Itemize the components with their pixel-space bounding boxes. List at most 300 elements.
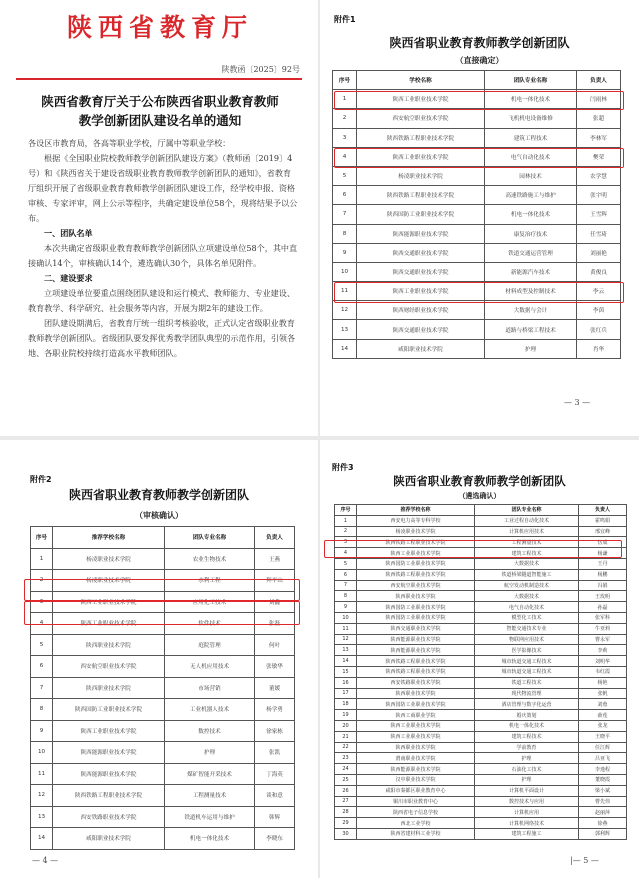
team-leader: 曹永军 (579, 634, 627, 645)
team-major: 应用化工技术 (165, 591, 255, 613)
table-row (333, 262, 621, 281)
team-major: 机电一体化技术 (165, 828, 255, 850)
page-number: — 3 — (564, 398, 591, 407)
team-leader: 张超 (577, 109, 621, 128)
school-name: 西安电力高等专科学校 (357, 515, 475, 526)
school-name: 陕西工商职业学院 (357, 710, 475, 721)
table-row (31, 763, 295, 785)
team-major: 电气自动化技术 (485, 147, 577, 166)
table-row (335, 796, 627, 807)
team-major: 铁道交通运营管理 (485, 243, 577, 262)
row-number: 29 (335, 818, 357, 829)
row-number: 11 (31, 763, 53, 785)
team-major: 道路与桥梁工程技术 (485, 320, 577, 339)
school-name: 陕西工业职业技术学院 (53, 591, 165, 613)
team-leader: 牛亚莉 (579, 623, 627, 634)
row-number: 14 (335, 656, 357, 667)
team-major: 机电一体化技术 (485, 205, 577, 224)
column-header: 推荐学校名称 (357, 505, 475, 516)
column-header: 负责人 (577, 71, 621, 90)
team-leader: 霍鸣娟 (579, 515, 627, 526)
team-leader: 刘鑫 (255, 591, 295, 613)
team-leader: 任江辉 (579, 742, 627, 753)
school-name: 西北工业学校 (357, 818, 475, 829)
table-row (333, 205, 621, 224)
table-row (31, 742, 295, 764)
team-leader: 樊荣 (577, 147, 621, 166)
team-major: 智能交通技术专业 (475, 623, 579, 634)
team-major: 市场营销 (165, 677, 255, 699)
school-name: 陕西工业职业技术学院 (357, 548, 475, 559)
row-number: 9 (333, 243, 357, 262)
team-leader: 张帆 (579, 688, 627, 699)
team-leader: 张磊 (255, 613, 295, 635)
team-major: 机电一体化技术 (475, 720, 579, 731)
team-major: 石油化工技术 (475, 764, 579, 775)
table-row (333, 243, 621, 262)
table-row (31, 591, 295, 613)
team-table (334, 504, 627, 840)
team-leader: 黄俊良 (577, 262, 621, 281)
table-row (335, 526, 627, 537)
team-leader: 何叶 (255, 634, 295, 656)
red-rule (16, 78, 302, 80)
team-major: 软件技术 (165, 613, 255, 635)
team-major: 工程测量技术 (165, 785, 255, 807)
team-leader: 赵丽萍 (579, 807, 627, 818)
school-name: 杨凌职业技术学院 (357, 166, 485, 185)
team-major: 数控技术 (165, 720, 255, 742)
row-number: 9 (335, 602, 357, 613)
notice-paragraph: 本次共确定省级职业教育教师教学创新团队立项建设单位58个，其中直接确认14个，审核确认14个，遴选确认30个，具体名单见附件。 (28, 243, 298, 268)
table-row (335, 602, 627, 613)
school-name: 杨凌职业技术学院 (357, 526, 475, 537)
team-leader: 张军科 (579, 612, 627, 623)
table-row (335, 548, 627, 559)
column-header: 负责人 (255, 527, 295, 549)
table-row (333, 128, 621, 147)
school-name: 铜川市职业教育中心 (357, 796, 475, 807)
table-row (335, 774, 627, 785)
school-name: 陕西国防工业职业技术学院 (357, 612, 475, 623)
table-row (333, 90, 621, 109)
team-leader: 王玫明 (579, 591, 627, 602)
school-name: 杨凌职业技术学院 (53, 548, 165, 570)
table-row (31, 570, 295, 592)
row-number: 2 (333, 109, 357, 128)
annex-title: 陕西省职业教育教师教学创新团队 (393, 474, 566, 488)
table-row (335, 742, 627, 753)
annex-2-page (0, 440, 318, 878)
table-row (31, 806, 295, 828)
school-name: 西安铁路职业技术学院 (53, 806, 165, 828)
table-row (31, 720, 295, 742)
school-name: 陕西财经职业技术学院 (357, 301, 485, 320)
row-number: 20 (335, 720, 357, 731)
school-name: 陕西省电子信息学校 (357, 807, 475, 818)
section-heading: 二、建设要求 (44, 273, 93, 283)
row-number: 13 (333, 320, 357, 339)
team-leader: 李莉 (579, 645, 627, 656)
school-name: 陕西职业技术学院 (357, 591, 475, 602)
row-number: 22 (335, 742, 357, 753)
table-row (335, 569, 627, 580)
row-number: 1 (333, 90, 357, 109)
page-number: — 4 — (32, 856, 59, 865)
column-header: 团队专业名称 (165, 527, 255, 549)
notice-page (0, 0, 318, 436)
team-leader: 王晓平 (579, 731, 627, 742)
school-name: 陕西国防工业职业技术学院 (53, 699, 165, 721)
table-row (31, 548, 295, 570)
table-row (31, 613, 295, 635)
team-major: 铁道机车运用与维护 (165, 806, 255, 828)
school-name: 陕西工业职业技术学院 (357, 731, 475, 742)
school-name: 陕西职业技术学院 (53, 677, 165, 699)
team-leader: 冯娟 (579, 580, 627, 591)
team-major: 材料成型及控制技术 (485, 282, 577, 301)
team-leader: 郭利辉 (579, 828, 627, 839)
team-leader: 杨艳 (579, 677, 627, 688)
team-major: 工程测量技术 (475, 537, 579, 548)
row-number: 14 (333, 339, 357, 358)
row-number: 17 (335, 688, 357, 699)
school-name: 杨凌职业技术学院 (53, 570, 165, 592)
table-row (31, 785, 295, 807)
team-leader: 张敏华 (255, 656, 295, 678)
table-row (335, 580, 627, 591)
team-major: 铁道工程技术 (475, 677, 579, 688)
team-major: 新能源汽车技术 (485, 262, 577, 281)
team-major: 建筑工程技术 (485, 128, 577, 147)
row-number: 5 (335, 558, 357, 569)
row-number: 27 (335, 796, 357, 807)
row-number: 3 (31, 591, 53, 613)
notice-paragraph: 各设区市教育局，各高等职业学校，厅属中等职业学校： (28, 138, 231, 148)
team-major: 护理 (165, 742, 255, 764)
team-major: 物联网应用技术 (475, 634, 579, 645)
school-name: 汉中职业技术学院 (357, 774, 475, 785)
table-row (31, 677, 295, 699)
row-number: 3 (335, 537, 357, 548)
school-name: 陕西省建材科工业学校 (357, 828, 475, 839)
team-major: 护理 (475, 774, 579, 785)
row-number: 12 (333, 301, 357, 320)
annex-title: 陕西省职业教育教师教学创新团队 (389, 36, 570, 50)
team-major: 无人机应用技术 (165, 656, 255, 678)
team-leader: 韩辉 (255, 806, 295, 828)
team-major: 水利工程 (165, 570, 255, 592)
team-leader: 李晓东 (255, 828, 295, 850)
team-leader: 张凯 (255, 742, 295, 764)
row-number: 10 (333, 262, 357, 281)
row-number: 16 (335, 677, 357, 688)
row-number: 3 (333, 128, 357, 147)
row-number: 21 (335, 731, 357, 742)
masthead: 陕西省教育厅 (66, 13, 253, 42)
table-row (335, 634, 627, 645)
row-number: 13 (335, 645, 357, 656)
team-major: 城市轨道交通工程技术 (475, 656, 579, 667)
notice-paragraph: 立项建设单位要重点围绕团队建设和运行模式、教师能力、专业建设、教育教学、科学研究、社会服务等内容，开展为期2年的建设工作。 (28, 288, 295, 313)
row-number: 1 (335, 515, 357, 526)
team-leader: 徐家栋 (255, 720, 295, 742)
table-row (31, 828, 295, 850)
table-row (335, 785, 627, 796)
table-row (333, 166, 621, 185)
annex-subtitle: （审核确认） (135, 511, 183, 520)
team-leader: 李云 (577, 282, 621, 301)
team-major: 数控技术与应用 (475, 796, 579, 807)
school-name: 渭南职业技术学院 (357, 753, 475, 764)
school-name: 西安航空职业技术学院 (357, 580, 475, 591)
annex-3-page (320, 440, 639, 878)
annex-title: 陕西省职业教育教师教学创新团队 (68, 488, 249, 502)
row-number: 4 (31, 613, 53, 635)
school-name: 陕西能源职业技术学院 (357, 764, 475, 775)
team-leader: 丁海英 (255, 763, 295, 785)
team-major: 计算机应用 (475, 807, 579, 818)
team-major: 城市轨道交通工程技术 (475, 666, 579, 677)
team-leader: 董晓霞 (579, 774, 627, 785)
annex-subtitle: （直接确定） (455, 56, 504, 65)
team-leader: 吕亚飞 (579, 753, 627, 764)
table-row (335, 558, 627, 569)
table-row (335, 688, 627, 699)
school-name: 陕西能源职业技术学院 (357, 224, 485, 243)
row-number: 7 (333, 205, 357, 224)
school-name: 陕西工业职业技术学院 (53, 613, 165, 635)
school-name: 陕西铁路工程职业技术学院 (357, 656, 475, 667)
team-leader: 杨鹏 (579, 569, 627, 580)
team-major: 煤矿智能开采技术 (165, 763, 255, 785)
team-major: 医学影像技术 (475, 645, 579, 656)
team-major: 机电一体化技术 (485, 90, 577, 109)
school-name: 陕西职业技术学院 (357, 688, 475, 699)
school-name: 陕西铁路工程职业技术学院 (357, 128, 485, 147)
team-major: 现代物流管理 (475, 688, 579, 699)
row-number: 5 (31, 634, 53, 656)
team-major: 大数据与会计 (485, 301, 577, 320)
table-header-row (335, 505, 627, 516)
team-leader: 王燕 (255, 548, 295, 570)
row-number: 4 (333, 147, 357, 166)
school-name: 陕西工业职业技术学院 (357, 720, 475, 731)
row-number: 25 (335, 774, 357, 785)
column-header: 团队专业名称 (485, 71, 577, 90)
table-row (335, 623, 627, 634)
team-leader: 肖华 (577, 339, 621, 358)
table-row (31, 699, 295, 721)
team-leader: 刘丽艳 (577, 243, 621, 262)
team-major: 护理 (475, 753, 579, 764)
table-row (335, 710, 627, 721)
table-row (335, 677, 627, 688)
team-leader: 谈和意 (255, 785, 295, 807)
team-leader: 徐燕 (579, 818, 627, 829)
school-name: 陕西国防工业职业技术学院 (357, 602, 475, 613)
row-number: 7 (335, 580, 357, 591)
row-number: 10 (335, 612, 357, 623)
school-name: 陕西铁路工程职业技术学院 (357, 186, 485, 205)
table-row (333, 339, 621, 358)
team-major: 飞机机电设备维修 (485, 109, 577, 128)
column-header: 序号 (333, 71, 357, 90)
team-major: 护理 (485, 339, 577, 358)
team-leader: 张龙 (579, 720, 627, 731)
team-major: 婚庆策划 (475, 710, 579, 721)
notice-title-line-1: 陕西省教育厅关于公布陕西省职业教育教师 (41, 94, 279, 109)
table-row (335, 764, 627, 775)
school-name: 西安航空职业技术学院 (357, 109, 485, 128)
team-leader: 张红兵 (577, 320, 621, 339)
table-row (335, 645, 627, 656)
row-number: 15 (335, 666, 357, 677)
team-major: 建筑工程技术 (475, 731, 579, 742)
table-row (333, 320, 621, 339)
notice-title (22, 92, 298, 130)
team-leader: 拜平山 (255, 570, 295, 592)
school-name: 咸阳职业技术学院 (357, 339, 485, 358)
team-leader: 杨谦 (579, 548, 627, 559)
table-row (31, 656, 295, 678)
column-header: 推荐学校名称 (53, 527, 165, 549)
row-number: 11 (335, 623, 357, 634)
team-major: 学前教育 (475, 742, 579, 753)
school-name: 陕西能源职业技术学院 (53, 763, 165, 785)
school-name: 咸阳市秦都区职业教育中心 (357, 785, 475, 796)
table-row (335, 537, 627, 548)
page-number: |— 5 — (570, 856, 599, 865)
row-number: 6 (333, 186, 357, 205)
table-row (335, 807, 627, 818)
school-name: 陕西铁路工程职业技术学院 (53, 785, 165, 807)
column-header: 学校名称 (357, 71, 485, 90)
row-number: 9 (31, 720, 53, 742)
row-number: 8 (335, 591, 357, 602)
team-major: 建筑工程施工 (475, 828, 579, 839)
row-number: 12 (335, 634, 357, 645)
table-row (335, 699, 627, 710)
table-row (335, 612, 627, 623)
school-name: 陕西铁路工程职业技术学院 (357, 666, 475, 677)
row-number: 8 (333, 224, 357, 243)
row-number: 10 (31, 742, 53, 764)
school-name: 西安航空职业技术学院 (53, 656, 165, 678)
school-name: 陕西职业技术学院 (357, 742, 475, 753)
school-name: 陕西工业职业技术学院 (357, 282, 485, 301)
school-name: 陕西国防工业职业技术学院 (357, 558, 475, 569)
row-number: 8 (31, 699, 53, 721)
column-header: 序号 (31, 527, 53, 549)
team-major: 大数据技术 (475, 558, 579, 569)
row-number: 28 (335, 807, 357, 818)
table-row (335, 720, 627, 731)
school-name: 西安铁路职业技术学院 (357, 677, 475, 688)
team-major: 园林技术 (485, 166, 577, 185)
column-header: 团队专业名称 (475, 505, 579, 516)
row-number: 11 (333, 282, 357, 301)
table-row (335, 753, 627, 764)
team-leader: 伍成 (579, 537, 627, 548)
notice-body (28, 136, 298, 361)
school-name: 陕西职业技术学院 (53, 634, 165, 656)
table-row (335, 666, 627, 677)
team-leader: 董媛 (255, 677, 295, 699)
school-name: 陕西工业职业技术学院 (357, 90, 485, 109)
team-major: 庭院管理 (165, 634, 255, 656)
table-row (31, 634, 295, 656)
notice-paragraph: 根据《全国职业院校教师教学创新团队建设方案》（教师函〔2019〕4号）和《陕西省关于建设省级职业教育教师教学创新团队的通知》，省教育厅组织开展了省级职业教育教师教学创新团队建设工作，经学校申报、资格审核、专家评审，网上公示等程序，共确定建设单位58个，现将结果予以公布。 (28, 153, 298, 223)
row-number: 5 (333, 166, 357, 185)
notice-title-line-2: 教学创新团队建设名单的通知 (78, 113, 242, 128)
table-row (335, 515, 627, 526)
school-name: 陕西交通职业技术学院 (357, 623, 475, 634)
notice-paragraph: 团队建设期满后，省教育厅统一组织考核验收，正式认定省级职业教育教师教学创新团队。省级团队要发挥优秀教学团队典型的示范作用，引领各地、各职业院校持续打造高水平教师团队。 (28, 318, 296, 358)
team-leader: 农学慧 (577, 166, 621, 185)
row-number: 23 (335, 753, 357, 764)
school-name: 陕西能源职业技术学院 (357, 645, 475, 656)
team-leader: 李茵 (577, 301, 621, 320)
annex-label: 附件2 (30, 475, 52, 484)
row-number: 26 (335, 785, 357, 796)
row-number: 13 (31, 806, 53, 828)
team-major: 建筑工程技术 (475, 548, 579, 559)
team-major: 计算机应用技术 (475, 526, 579, 537)
team-major: 计算机网络技术 (475, 818, 579, 829)
team-leader: 张宇明 (577, 186, 621, 205)
team-major: 工业过程自动化技术 (475, 515, 579, 526)
section-heading: 一、团队名单 (44, 228, 93, 238)
annex-subtitle: （遴选确认） (458, 492, 501, 500)
table-row (333, 147, 621, 166)
row-number: 1 (31, 548, 53, 570)
row-number: 6 (31, 656, 53, 678)
team-leader: 邢宜峰 (579, 526, 627, 537)
school-name: 陕西国防工业职业技术学院 (357, 699, 475, 710)
team-major: 电气自动化技术 (475, 602, 579, 613)
annex-label: 附件1 (334, 15, 356, 24)
team-major: 大数据技术 (475, 591, 579, 602)
team-leader: 梁小斌 (579, 785, 627, 796)
table-row (333, 301, 621, 320)
team-table (332, 70, 621, 359)
team-major: 工业机器人技术 (165, 699, 255, 721)
team-major: 高速铁路施工与维护 (485, 186, 577, 205)
team-major: 酒店管理与数字化运营 (475, 699, 579, 710)
annex-label: 附件3 (332, 463, 354, 472)
row-number: 4 (335, 548, 357, 559)
table-row (335, 828, 627, 839)
school-name: 陕西能源职业技术学院 (53, 742, 165, 764)
team-major: 农业生物技术 (165, 548, 255, 570)
row-number: 2 (335, 526, 357, 537)
team-leader: 杨学勇 (255, 699, 295, 721)
table-row (333, 109, 621, 128)
team-leader: 薛莲 (579, 710, 627, 721)
row-number: 6 (335, 569, 357, 580)
team-leader: 孙磊 (579, 602, 627, 613)
table-header-row (31, 527, 295, 549)
team-major: 铁道桥梁隧道智能施工 (475, 569, 579, 580)
column-header: 负责人 (579, 505, 627, 516)
team-major: 航空发动机制造技术 (475, 580, 579, 591)
table-row (333, 282, 621, 301)
team-leader: 任雪琦 (577, 224, 621, 243)
row-number: 2 (31, 570, 53, 592)
team-leader: 李逸程 (579, 764, 627, 775)
document-number: 陕教函〔2025〕92号 (221, 65, 300, 74)
